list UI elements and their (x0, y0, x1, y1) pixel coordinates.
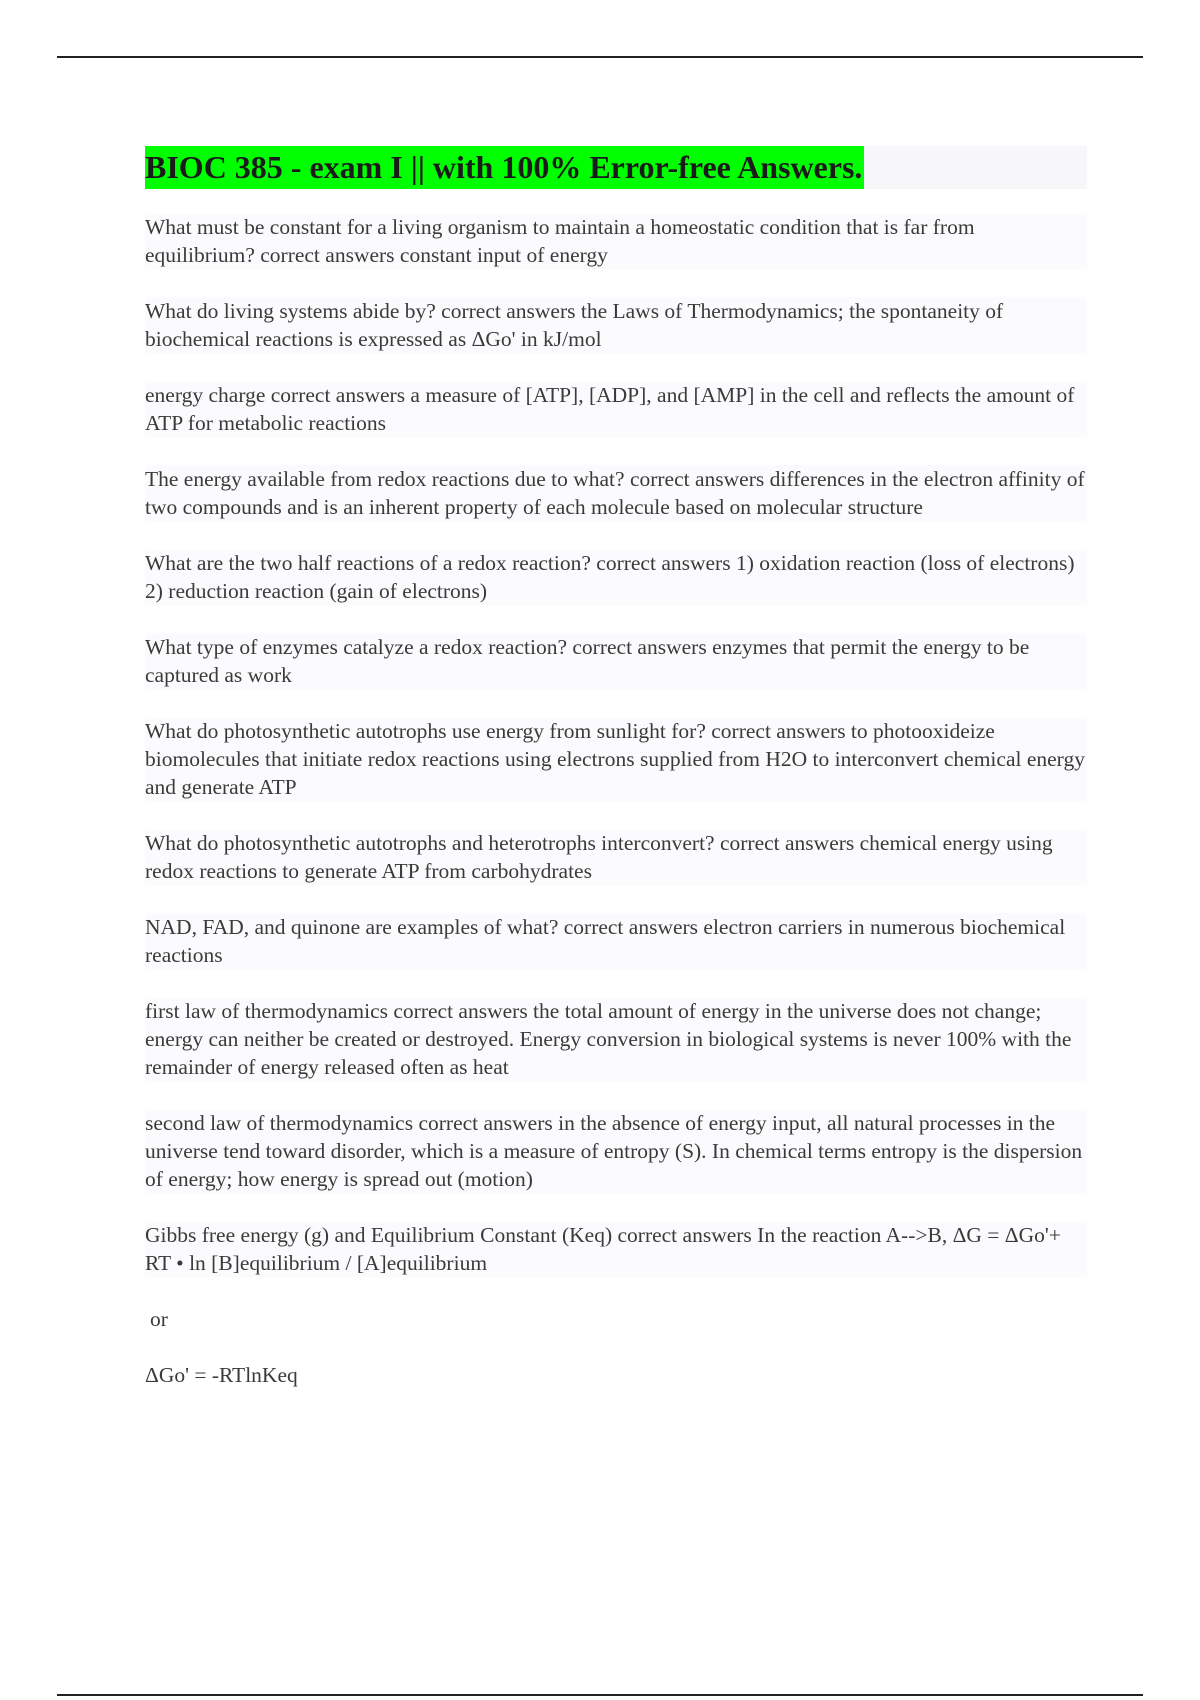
qa-entry (145, 717, 1087, 801)
qa-text-line2: 2) reduction reaction (gain of electrons) (145, 579, 488, 603)
equation-text: ΔGo' = -RTlnKeq (145, 1363, 298, 1387)
qa-text: first law of thermodynamics correct answers the total amount of energy in the universe does not change; energy can neither be created or destroyed. Energy conversion in biological systems is never 100% with the remainder of energy released often as heat (145, 999, 1072, 1079)
qa-text: What do photosynthetic autotrophs use energy from sunlight for? correct answers to photooxideize biomolecules that initiate redox reactions using electrons supplied from H2O to interconvert chemical energy and generate ATP (145, 719, 1085, 799)
qa-text: second law of thermodynamics correct answers in the absence of energy input, all natural processes in the universe tend toward disorder, which is a measure of entropy (S). In chemical terms entropy is the dispersion of energy; how energy is spread out (motion) (145, 1111, 1083, 1191)
qa-text: What do living systems abide by? correct answers the Laws of Thermodynamics; the spontaneity of biochemical reactions is expressed as ΔGo' in kJ/mol (145, 299, 1004, 351)
qa-text: What must be constant for a living organism to maintain a homeostatic condition that is far from equilibrium? correct answers constant input of energy (145, 215, 975, 267)
bottom-rule (57, 1694, 1143, 1696)
qa-text: What do photosynthetic autotrophs and heterotrophs interconvert? correct answers chemical energy using redox reactions to generate ATP from carbohydrates (145, 831, 1053, 883)
qa-entry (145, 465, 1087, 521)
qa-entry (145, 829, 1087, 885)
qa-text: NAD, FAD, and quinone are examples of what? correct answers electron carriers in numerous biochemical reactions (145, 915, 1066, 967)
qa-entry (145, 913, 1087, 969)
qa-entry (145, 1109, 1087, 1193)
qa-entry (145, 549, 1087, 605)
qa-text: Gibbs free energy (g) and Equilibrium Constant (Keq) correct answers In the reaction A-->B, ΔG = ΔGo'+ RT • ln [B]equilibrium / [A]equilibrium (145, 1223, 1061, 1275)
qa-entry (145, 381, 1087, 437)
document-body (145, 146, 1087, 1417)
or-text: or (150, 1307, 168, 1331)
qa-text: What are the two half reactions of a redox reaction? correct answers 1) oxidation reaction (loss of electrons) (145, 551, 1075, 575)
top-rule (57, 56, 1143, 58)
qa-entry (145, 1221, 1087, 1277)
qa-entry (145, 297, 1087, 353)
document-title: BIOC 385 - exam I || with 100% Error-free Answers. (145, 146, 864, 189)
title-bar (145, 146, 1087, 189)
qa-text: The energy available from redox reactions due to what? correct answers differences in the electron affinity of two compounds and is an inherent property of each molecule based on molecular structure (145, 467, 1085, 519)
qa-entry (145, 633, 1087, 689)
qa-text: What type of enzymes catalyze a redox reaction? correct answers enzymes that permit the energy to be captured as work (145, 635, 1030, 687)
qa-entry (145, 997, 1087, 1081)
qa-text: energy charge correct answers a measure of [ATP], [ADP], and [AMP] in the cell and reflects the amount of ATP for metabolic reactions (145, 383, 1075, 435)
qa-entry (145, 213, 1087, 269)
